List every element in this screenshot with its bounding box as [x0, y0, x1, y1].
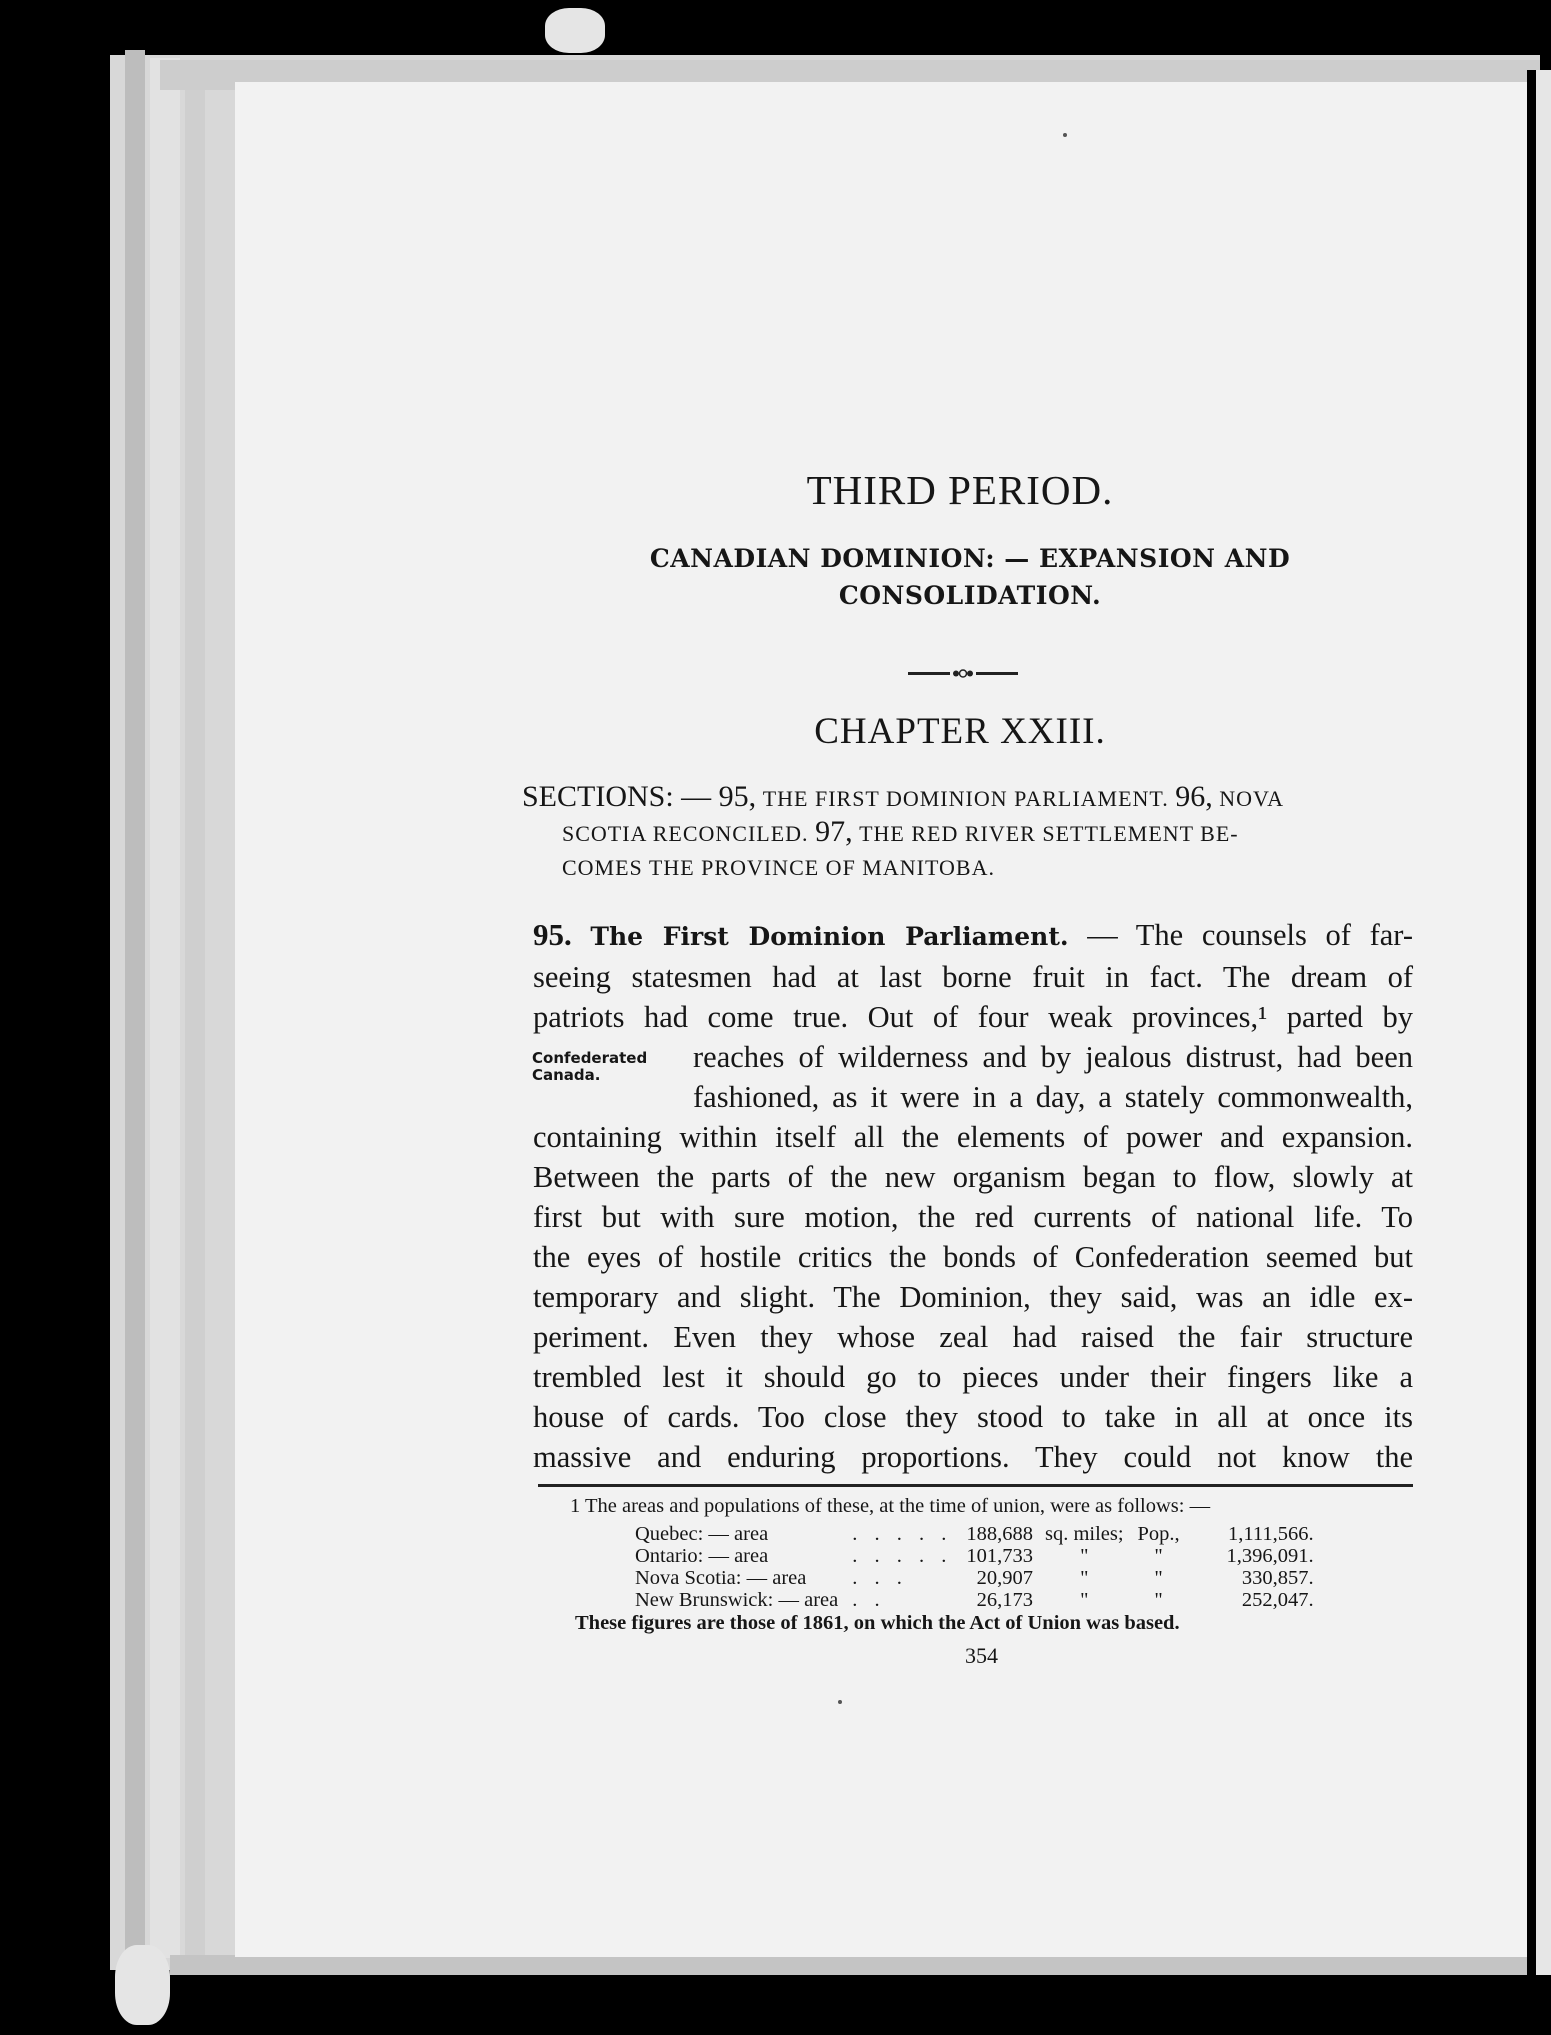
body-line: first but with sure motion, the red currents of national life. To — [533, 1200, 1413, 1234]
margin-note-line-1: Confederated — [532, 1049, 648, 1067]
period-subtitle — [600, 540, 1340, 614]
province-label: Nova Scotia: — area — [635, 1567, 807, 1589]
province-label: Quebec: — area — [635, 1523, 769, 1545]
area-value: 101,733 — [966, 1545, 1033, 1567]
footnote-rule — [538, 1484, 1413, 1487]
subtitle-line-1: CANADIAN DOMINION: — EXPANSION AND — [649, 544, 1291, 573]
section-96-title-a: NOVA — [1219, 786, 1284, 811]
area-unit: " — [1080, 1567, 1089, 1589]
area-value: 26,173 — [976, 1589, 1033, 1611]
section-title: The First Dominion Parliament. — [590, 922, 1069, 951]
footnote-intro: 1 The areas and populations of these, at the time of union, were as follows: — — [570, 1495, 1211, 1517]
pop-label: " — [1154, 1589, 1163, 1611]
leader-dots: . . . . . — [852, 1545, 953, 1567]
pop-value: 1,396,091. — [1226, 1545, 1314, 1567]
body-line: house of cards. Too close they stood to take in all at once its — [533, 1400, 1413, 1434]
body-line: reaches of wilderness and by jealous distrust, had been — [693, 1040, 1413, 1074]
body-line: Between the parts of the new organism began to flow, slowly at — [533, 1160, 1413, 1194]
speck — [838, 1700, 842, 1704]
section-96-title-b: SCOTIA RECONCILED. — [562, 821, 809, 846]
period-heading: THIRD PERIOD. — [806, 467, 1114, 513]
scan-artifact — [115, 1945, 170, 2025]
table-row — [635, 1523, 1314, 1545]
table-row — [635, 1589, 1314, 1611]
sections-lead: SECTIONS: — 95, — [522, 780, 757, 813]
body-line: fashioned, as it were in a day, a stately commonwealth, — [693, 1080, 1413, 1114]
pop-value: 252,047. — [1241, 1589, 1314, 1611]
footnote-table — [635, 1523, 1314, 1611]
body-line: the eyes of hostile critics the bonds of Confederation seemed but — [533, 1240, 1413, 1274]
pop-value: 1,111,566. — [1227, 1523, 1314, 1545]
section-97-title-a: THE RED RIVER SETTLEMENT BE- — [859, 821, 1239, 846]
body-line: temporary and slight. The Dominion, they said, was an idle ex- — [533, 1280, 1413, 1314]
body-line: containing within itself all the elements of power and expansion. — [533, 1120, 1413, 1154]
book-edge — [125, 50, 145, 1955]
sections-summary — [522, 780, 1402, 884]
body-line: patriots had come true. Out of four weak provinces,¹ parted by — [533, 1000, 1413, 1034]
facing-page-edge — [1536, 70, 1551, 1975]
speck — [1063, 133, 1067, 137]
leader-dots: . . . — [852, 1567, 908, 1589]
area-unit: sq. miles; — [1044, 1523, 1124, 1545]
body-line: massive and enduring proportions. They could not know the — [533, 1440, 1413, 1474]
book-edge — [185, 62, 205, 1957]
book-bottom-edge — [170, 1955, 1540, 1975]
leader-dots: . . — [852, 1589, 886, 1611]
province-label: New Brunswick: — area — [635, 1589, 839, 1611]
body-line: periment. Even they whose zeal had raised the fair structure — [533, 1320, 1413, 1354]
section-97-number: 97, — [815, 815, 853, 848]
body-line — [533, 915, 1413, 957]
body-text — [533, 915, 1413, 1477]
footnote-closing: These figures are those of 1861, on which the Act of Union was based. — [575, 1612, 1180, 1634]
section-number: 95. — [533, 917, 572, 952]
area-unit: " — [1080, 1545, 1089, 1567]
sections-line-3 — [522, 850, 1402, 884]
body-line: trembled lest it should go to pieces under their fingers like a — [533, 1360, 1413, 1394]
leader-dots: . . . . . — [852, 1523, 953, 1545]
scan-artifact — [545, 8, 605, 53]
margin-note-line-2: Canada. — [532, 1066, 601, 1084]
table-row — [635, 1567, 1314, 1589]
chapter-heading: CHAPTER XXIII. — [814, 711, 1106, 752]
ornament-divider — [908, 668, 1018, 678]
pop-label: Pop., — [1137, 1523, 1180, 1545]
area-value: 188,688 — [966, 1523, 1033, 1545]
pop-label: " — [1154, 1567, 1163, 1589]
sections-line-1 — [522, 780, 1402, 815]
pop-value: 330,857. — [1241, 1567, 1314, 1589]
page-number: 354 — [965, 1643, 998, 1668]
pop-label: " — [1154, 1545, 1163, 1567]
subtitle-line-2: CONSOLIDATION. — [838, 581, 1102, 610]
area-value: 20,907 — [976, 1567, 1033, 1589]
sections-line-2 — [522, 815, 1402, 850]
area-unit: " — [1080, 1589, 1089, 1611]
section-95-title: THE FIRST DOMINION PARLIAMENT. — [762, 786, 1169, 811]
table-row — [635, 1545, 1314, 1567]
section-97-title-b: COMES THE PROVINCE OF MANITOBA. — [562, 855, 995, 880]
section-96-number: 96, — [1175, 780, 1213, 813]
body-line: seeing statesmen had at last borne fruit in fact. The dream of — [533, 960, 1413, 994]
body-line-text: — The counsels of far- — [1087, 918, 1413, 952]
province-label: Ontario: — area — [635, 1545, 769, 1567]
book-edge — [150, 58, 180, 1958]
